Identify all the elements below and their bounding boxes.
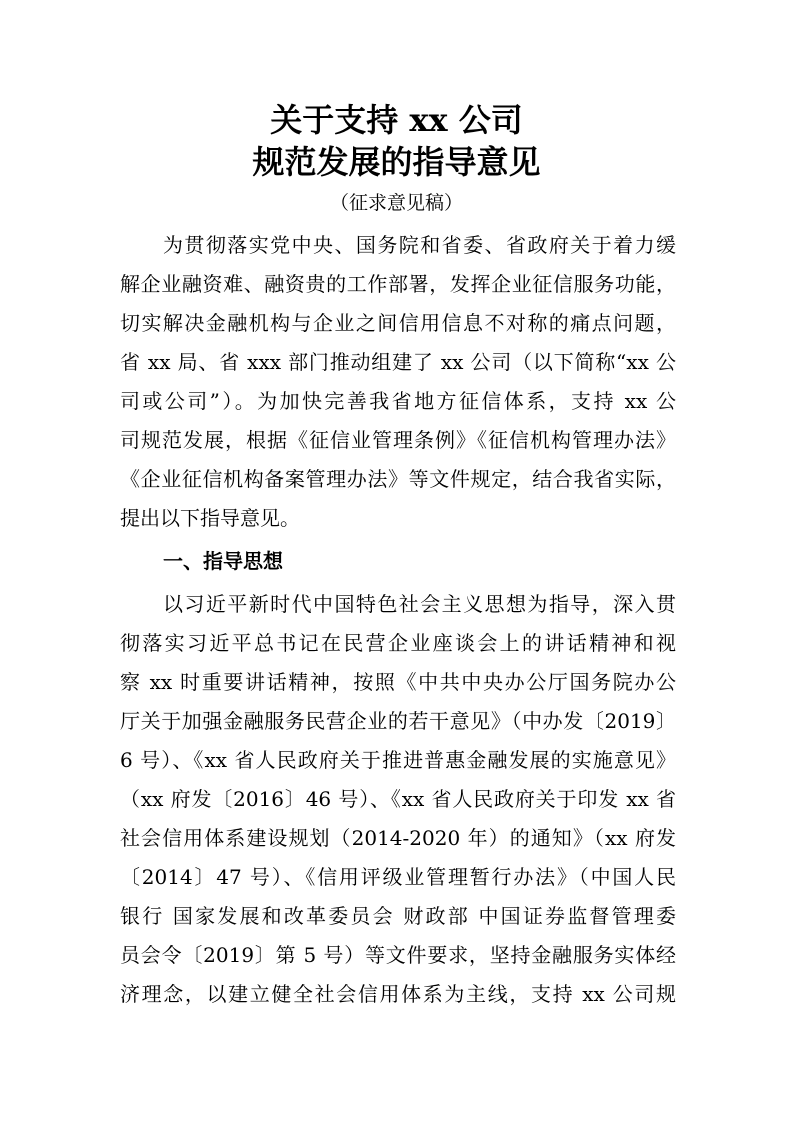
paragraph-2-line: 以习近平新时代中国特色社会主义思想为指导，深入贯 (163, 592, 676, 616)
paragraph-2-line: 察 xx 时重要讲话精神，按照《中共中央办公厅国务院办公 (120, 670, 676, 694)
paragraph-1-line: 切实解决金融机构与企业之间信用信息不对称的痛点问题， (120, 311, 676, 335)
paragraph-1-line: 为贯彻落实党中央、国务院和省委、省政府关于着力缓 (163, 233, 676, 257)
document-title-line-2: 规范发展的指导意见 (252, 143, 541, 181)
paragraph-1-line: 《企业征信机构备案管理办法》等文件规定，结合我省实际， (120, 467, 676, 491)
paragraph-2-line: 社会信用体系建设规划（2014-2020 年）的通知》（xx 府发 (120, 826, 676, 850)
paragraph-2-line: （xx 府发〔2016〕46 号）、《xx 省人民政府关于印发 xx 省 (120, 787, 676, 811)
paragraph-2-line: 6 号）、《xx 省人民政府关于推进普惠金融发展的实施意见》 (120, 748, 676, 772)
paragraph-2-line: 银行 国家发展和改革委员会 财政部 中国证券监督管理委 (120, 904, 676, 928)
document-title-line-1: 关于支持 xx 公司 (270, 101, 523, 139)
paragraph-2-line: 济理念，以建立健全社会信用体系为主线，支持 xx 公司规 (120, 982, 676, 1006)
paragraph-1-line: 司或公司”）。为加快完善我省地方征信体系，支持 xx 公 (120, 389, 676, 413)
paragraph-2-line: 员会令〔2019〕第 5 号）等文件要求，坚持金融服务实体经 (120, 943, 676, 967)
section-1-heading: 一、指导思想 (163, 549, 283, 573)
paragraph-2-line: 彻落实习近平总书记在民营企业座谈会上的讲话精神和视 (120, 631, 676, 655)
paragraph-1-line: 司规范发展，根据《征信业管理条例》《征信机构管理办法》 (120, 428, 676, 452)
paragraph-2-line: 〔2014〕47 号）、《信用评级业管理暂行办法》（中国人民 (120, 865, 676, 889)
document-subtitle: （征求意见稿） (329, 192, 463, 214)
paragraph-2-line: 厅关于加强金融服务民营企业的若干意见》（中办发〔2019〕 (120, 709, 676, 733)
paragraph-1-line: 省 xx 局、省 xxx 部门推动组建了 xx 公司（以下简称“xx 公 (120, 350, 676, 374)
paragraph-1-line: 提出以下指导意见。 (120, 506, 300, 530)
paragraph-1-line: 解企业融资难、融资贵的工作部署，发挥企业征信服务功能， (120, 272, 676, 296)
